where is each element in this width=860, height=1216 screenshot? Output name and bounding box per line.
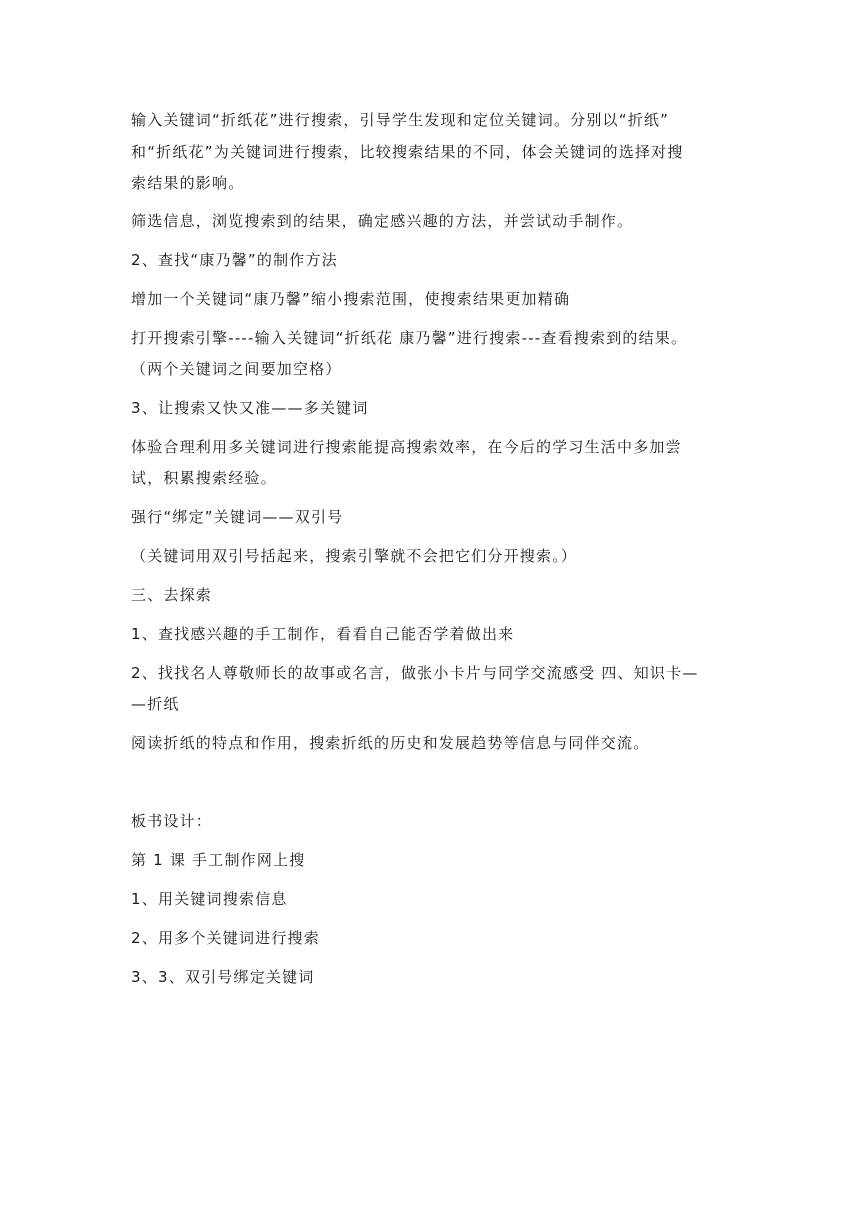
paragraph-line: 增加一个关键词“康乃馨”缩小搜索范围，使搜索结果更加精确 xyxy=(131,290,571,308)
list-item: —折纸 xyxy=(131,695,180,713)
section-heading: 强行“绑定”关键词——双引号 xyxy=(131,508,344,526)
section-heading: 三、去探索 xyxy=(131,586,213,604)
paragraph-line: （两个关键词之间要加空格） xyxy=(131,360,342,378)
list-item: 3、3、双引号绑定关键词 xyxy=(131,968,315,986)
paragraph-line: 阅读折纸的特点和作用，搜索折纸的历史和发展趋势等信息与同伴交流。 xyxy=(131,734,650,752)
paragraph-line: 打开搜索引擎----输入关键词“折纸花 康乃馨”进行搜索---查看搜索到的结果。 xyxy=(131,329,688,347)
paragraph-line: 体验合理利用多关键词进行搜索能提高搜索效率，在今后的学习生活中多加尝 xyxy=(131,438,682,456)
paragraph-line: 筛选信息，浏览搜索到的结果，确定感兴趣的方法，并尝试动手制作。 xyxy=(131,212,634,230)
paragraph-line: 试，积累搜索经验。 xyxy=(131,469,277,487)
paragraph-line: 和“折纸花”为关键词进行搜索，比较搜索结果的不同，体会关键词的选择对搜 xyxy=(131,143,684,161)
paragraph-line: 输入关键词“折纸花”进行搜索，引导学生发现和定位关键词。分别以“折纸” xyxy=(131,111,670,129)
section-heading: 板书设计： xyxy=(131,812,213,830)
paragraph-line: （关键词用双引号括起来，搜索引擎就不会把它们分开搜索。） xyxy=(131,547,578,565)
list-item: 1、用关键词搜索信息 xyxy=(131,890,288,908)
section-heading: 2、查找“康乃馨”的制作方法 xyxy=(131,251,338,269)
section-heading: 3、让搜索又快又准——多关键词 xyxy=(131,399,369,417)
list-item: 2、找找名人尊敬师长的故事或名言，做张小卡片与同学交流感受 四、知识卡— xyxy=(131,664,699,682)
lesson-title: 第 1 课 手工制作网上搜 xyxy=(131,851,306,869)
paragraph-line: 索结果的影响。 xyxy=(131,174,245,192)
list-item: 1、查找感兴趣的手工制作，看看自己能否学着做出来 xyxy=(131,625,515,643)
list-item: 2、用多个关键词进行搜索 xyxy=(131,929,320,947)
